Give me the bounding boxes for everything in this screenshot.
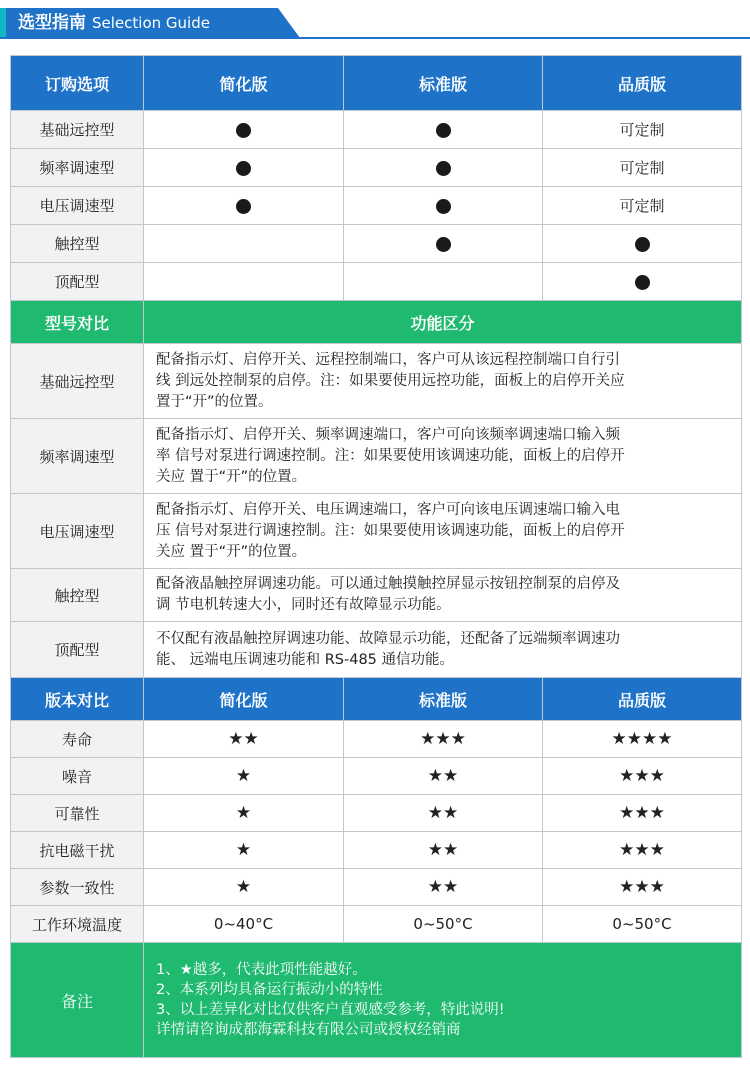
table-row (11, 263, 742, 301)
temperature-cell: 0~50°C (543, 906, 742, 943)
table-row (11, 225, 742, 263)
availability-cell (344, 149, 543, 187)
page-title-cn: 选型指南 (18, 13, 86, 33)
row-label: 工作环境温度 (11, 906, 144, 943)
row-label: 顶配型 (11, 263, 144, 301)
row-label: 电压调速型 (11, 187, 144, 225)
notes-cell (144, 943, 742, 1058)
available-dot-icon (436, 199, 451, 214)
header-cell: 型号对比 (11, 301, 144, 344)
page-title (18, 10, 210, 36)
rating-cell: ★ (144, 795, 344, 832)
availability-cell (543, 263, 742, 301)
header-cell: 版本对比 (11, 678, 144, 721)
row-label: 基础远控型 (11, 111, 144, 149)
row-label: 触控型 (11, 569, 144, 622)
header-cell: 标准版 (344, 56, 543, 111)
table-row (11, 494, 742, 569)
rating-cell: ★★★ (543, 795, 742, 832)
availability-cell (543, 225, 742, 263)
table-row (11, 187, 742, 225)
header-cell: 简化版 (144, 678, 344, 721)
rating-cell: ★★★ (543, 869, 742, 906)
rating-cell: ★★ (344, 795, 543, 832)
row-label: 可靠性 (11, 795, 144, 832)
rating-cell: ★ (144, 869, 344, 906)
header-cell: 品质版 (543, 56, 742, 111)
rating-cell: ★★ (144, 721, 344, 758)
availability-cell (344, 187, 543, 225)
available-dot-icon (436, 161, 451, 176)
description-cell (144, 569, 742, 622)
rating-cell: ★ (144, 832, 344, 869)
description-cell (144, 622, 742, 678)
note-line: 1、★越多，代表此项性能越好。 (156, 962, 367, 978)
row-label: 基础远控型 (11, 344, 144, 419)
version-header-row (11, 678, 742, 721)
model-header-row (11, 301, 742, 344)
note-line: 2、本系列均具备运行振动小的特性 (156, 982, 383, 998)
available-dot-icon (635, 237, 650, 252)
row-label: 电压调速型 (11, 494, 144, 569)
header-accent (0, 8, 6, 38)
rating-cell: ★★★ (543, 832, 742, 869)
table-row (11, 419, 742, 494)
available-dot-icon (236, 161, 251, 176)
table-row (11, 832, 742, 869)
row-label: 频率调速型 (11, 149, 144, 187)
description-line: 配备指示灯、启停开关、远程控制端口，客户可从该远程控制端口自行引 (156, 351, 620, 368)
row-label: 寿命 (11, 721, 144, 758)
header-cell: 简化版 (144, 56, 344, 111)
availability-cell: 可定制 (543, 111, 742, 149)
table-row (11, 721, 742, 758)
availability-cell (344, 111, 543, 149)
table-row (11, 795, 742, 832)
available-dot-icon (236, 199, 251, 214)
header-cell: 功能区分 (144, 301, 742, 344)
notes-label: 备注 (11, 943, 144, 1058)
description-line: 配备指示灯、启停开关、电压调速端口，客户可向该电压调速端口输入电 (156, 501, 620, 518)
available-dot-icon (436, 123, 451, 138)
table-row (11, 906, 742, 943)
table-row (11, 111, 742, 149)
description-line: 关应 置于“开”的位置。 (156, 468, 307, 485)
table-row (11, 344, 742, 419)
availability-cell (144, 111, 344, 149)
description-line: 置于“开”的位置。 (156, 393, 273, 410)
header-underline (0, 37, 750, 39)
description-line: 压 信号对泵进行调速控制。注：如果要使用该调速功能，面板上的启停开 (156, 522, 625, 539)
availability-cell (144, 187, 344, 225)
table-row (11, 149, 742, 187)
rating-cell: ★★★★ (543, 721, 742, 758)
page-title-en: Selection Guide (92, 14, 210, 32)
row-label: 顶配型 (11, 622, 144, 678)
availability-cell (144, 263, 344, 301)
table-row (11, 569, 742, 622)
rating-cell: ★ (144, 758, 344, 795)
description-line: 配备液晶触控屏调速功能。可以通过触摸触控屏显示按钮控制泵的启停及 (156, 576, 620, 592)
temperature-cell: 0~50°C (344, 906, 543, 943)
description-cell (144, 494, 742, 569)
description-line: 不仅配有液晶触控屏调速功能、故障显示功能，还配备了远端频率调速功 (156, 630, 620, 647)
description-line: 能、 远端电压调速功能和 RS-485 通信功能。 (156, 651, 455, 668)
rating-cell: ★★★ (344, 721, 543, 758)
rating-cell: ★★★ (543, 758, 742, 795)
description-cell (144, 344, 742, 419)
availability-cell (144, 149, 344, 187)
available-dot-icon (635, 275, 650, 290)
row-label: 参数一致性 (11, 869, 144, 906)
description-line: 调 节电机转速大小，同时还有故障显示功能。 (156, 597, 451, 613)
row-label: 频率调速型 (11, 419, 144, 494)
description-line: 线 到远处控制泵的启停。注：如果要使用远控功能，面板上的启停开关应 (156, 372, 625, 389)
description-line: 配备指示灯、启停开关、频率调速端口，客户可向该频率调速端口输入频 (156, 426, 620, 443)
description-line: 关应 置于“开”的位置。 (156, 543, 307, 560)
note-line: 3、以上差异化对比仅供客户直观感受参考，特此说明! (156, 1002, 505, 1018)
availability-cell: 可定制 (543, 149, 742, 187)
availability-cell (344, 263, 543, 301)
header-cell: 品质版 (543, 678, 742, 721)
description-cell (144, 419, 742, 494)
header-cell: 订购选项 (11, 56, 144, 111)
temperature-cell: 0~40°C (144, 906, 344, 943)
availability-cell (144, 225, 344, 263)
table-row (11, 622, 742, 678)
order-header-row (11, 56, 742, 111)
availability-cell (344, 225, 543, 263)
rating-cell: ★★ (344, 758, 543, 795)
notes-row (11, 943, 742, 1058)
available-dot-icon (436, 237, 451, 252)
availability-cell: 可定制 (543, 187, 742, 225)
rating-cell: ★★ (344, 869, 543, 906)
section-header (0, 0, 750, 42)
description-line: 率 信号对泵进行调速控制。注：如果要使用该调速功能，面板上的启停开 (156, 447, 625, 464)
row-label: 抗电磁干扰 (11, 832, 144, 869)
header-cell: 标准版 (344, 678, 543, 721)
row-label: 触控型 (11, 225, 144, 263)
note-line: 详情请咨询成都海霖科技有限公司或授权经销商 (156, 1022, 461, 1038)
table-row (11, 869, 742, 906)
selection-guide-table (10, 55, 742, 1058)
rating-cell: ★★ (344, 832, 543, 869)
available-dot-icon (236, 123, 251, 138)
table-row (11, 758, 742, 795)
row-label: 噪音 (11, 758, 144, 795)
